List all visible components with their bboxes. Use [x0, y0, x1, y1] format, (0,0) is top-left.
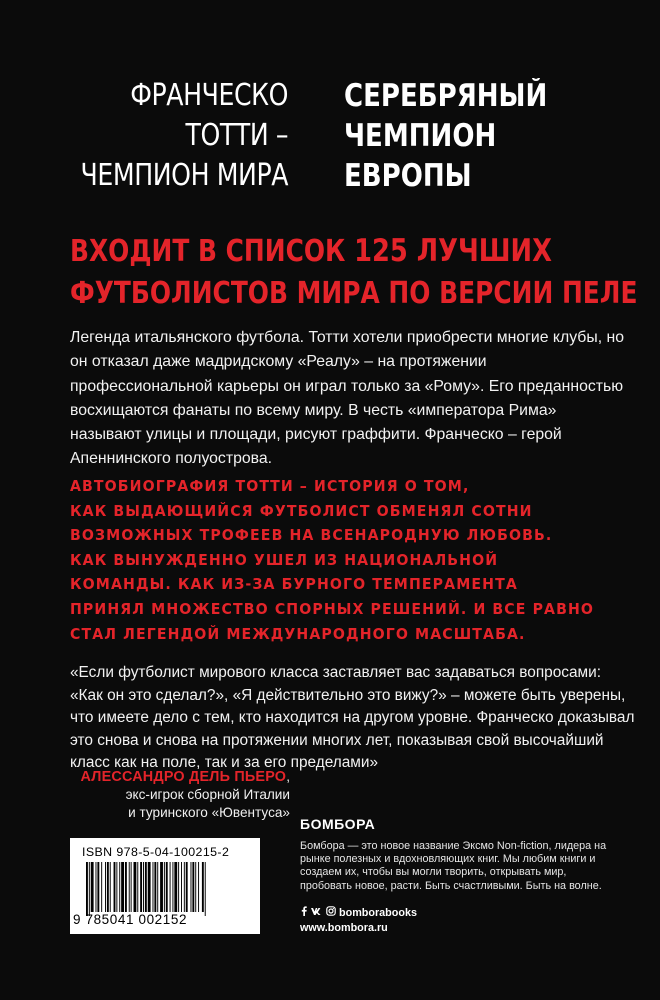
publisher-name: БОМБОРА — [300, 816, 376, 832]
subtitle-line: СЕРЕБРЯНЫЙ — [344, 78, 548, 114]
vk-icon[interactable] — [311, 906, 323, 919]
barcode-bar — [129, 862, 130, 912]
headline-line-1 — [70, 230, 637, 273]
barcode-bar — [105, 862, 106, 912]
barcode-bar — [143, 862, 144, 912]
barcode-bar — [192, 862, 194, 912]
publisher-description: Бомбора — это новое название Эксмо Non-fiction, лидера на рынке полезных и вдохновляющих книг. Мы любим книги и создаем их, чтобы вы могли творить, открывать мир, пробовать новое, расти. Быть счастливыми. Быть на волне. — [300, 840, 607, 892]
barcode-bar — [164, 862, 165, 912]
red-paragraph-line: КОМАНДЫ. КАК ИЗ-ЗА БУРНОГО ТЕМПЕРАМЕНТА — [70, 575, 518, 594]
barcode-bar — [205, 862, 206, 916]
barcode-bar — [107, 862, 109, 912]
barcode-bar — [166, 862, 168, 912]
barcode-bar — [114, 862, 116, 912]
facebook-icon[interactable] — [300, 906, 308, 919]
barcode-bar — [172, 862, 173, 912]
subtitle-block — [344, 76, 547, 196]
barcode-bar — [140, 862, 142, 912]
instagram-icon[interactable] — [326, 906, 336, 919]
barcode-bar — [148, 862, 151, 912]
subtitle-line: ЕВРОПЫ — [344, 158, 472, 194]
author-title-line: ФРАНЧЕСКО — [130, 78, 288, 113]
barcode-bars — [86, 862, 246, 916]
barcode-bar — [202, 862, 204, 912]
red-paragraph-line: СТАЛ ЛЕГЕНДОЙ МЕЖДУНАРОДНОГО МАСШТАБА. — [70, 624, 526, 643]
barcode-bar — [153, 862, 154, 912]
quote-paragraph: «Если футболист мирового класса заставляет вас задаваться вопросами: «Как он это сделал?», «Я действительно это вижу?» – можете быть уверены, что имеете дело с тем, кто находится на другом уровне. Франческо доказывал это снова и снова на протяжении многих лет, показывая свой высочайший класс как на поле, так и за его пределами» — [70, 664, 635, 772]
barcode-bar — [160, 862, 163, 912]
red-paragraph-line: КАК ВЫНУЖДЕННО УШЕЛ ИЗ НАЦИОНАЛЬНОЙ — [70, 550, 499, 569]
headline-prefix: ВХОДИТ В СПИСОК — [70, 234, 355, 269]
barcode-bar — [96, 862, 97, 912]
barcode-bar — [116, 862, 117, 912]
attribution-comma: , — [286, 769, 290, 784]
barcode-bar — [121, 862, 124, 912]
red-paragraph-line: ПРИНЯЛ МНОЖЕСТВО СПОРНЫХ РЕШЕНИЙ. И ВСЕ РАВНО — [70, 599, 595, 618]
quote-attribution — [70, 768, 290, 822]
barcode-bar — [145, 862, 147, 912]
barcode-bar — [89, 862, 90, 916]
headline-line-2: ФУТБОЛИСТОВ МИРА ПО ВЕРСИИ ПЕЛЕ — [70, 276, 638, 311]
barcode-bar — [191, 862, 192, 912]
barcode-bar — [91, 862, 94, 912]
red-paragraph — [70, 474, 594, 646]
barcode-bar — [174, 862, 177, 912]
barcode-bar — [86, 862, 88, 916]
barcode-bar — [131, 862, 132, 912]
social-handle[interactable]: bomborabooks — [339, 906, 417, 919]
barcode-bar — [119, 862, 120, 912]
attribution-role-2: и туринского «Ювентуса» — [128, 805, 290, 820]
barcode-bar — [198, 862, 199, 912]
social-links — [300, 906, 417, 919]
barcode-bar — [184, 862, 185, 912]
isbn-label: ISBN 978-5-04-100215-2 — [82, 845, 230, 859]
description-paragraph: Легенда итальянского футбола. Тотти хотели приобрести многие клубы, но он отказал даже мадридскому «Реалу» – на протяжении профессиональной карьеры он играл только за «Рому». Его преданностью восхищаются фанаты по всему миру. В честь «императора Рима» называют улицы и площади, рисуют граффити. Франческо – герой Апеннинского полуострова. — [70, 329, 625, 468]
barcode-number: 9 785041 002152 — [73, 912, 188, 927]
red-paragraph-line: АВТОБИОГРАФИЯ ТОТТИ – ИСТОРИЯ О ТОМ, — [70, 477, 470, 495]
barcode-bar — [178, 862, 179, 912]
barcode-bar — [97, 862, 99, 912]
author-title-line: ТОТТИ – — [185, 118, 288, 153]
headline-highlight: 125 ЛУЧШИХ — [354, 233, 552, 269]
barcode-bar — [170, 862, 171, 912]
barcode-bar — [125, 862, 127, 912]
subtitle-line: ЧЕМПИОН — [344, 118, 497, 154]
barcode-bar — [134, 862, 137, 912]
barcode-bar — [157, 862, 158, 912]
barcode-block — [70, 838, 260, 934]
barcode-bar — [181, 862, 182, 912]
barcode-bar — [186, 862, 188, 912]
barcode-bar — [101, 862, 102, 912]
red-paragraph-line: ВОЗМОЖНЫХ ТРОФЕЕВ НА ВСЕНАРОДНУЮ ЛЮБОВЬ. — [70, 526, 553, 545]
attribution-name-line — [70, 768, 290, 786]
barcode-bar — [195, 862, 196, 912]
attribution-role: экс-игрок сборной Италии — [125, 787, 290, 802]
barcode-bar — [110, 862, 111, 912]
barcode-bar — [137, 862, 138, 912]
red-paragraph-line: КАК ВЫДАЮЩИЙСЯ ФУТБОЛИСТ ОБМЕНЯЛ СОТНИ — [70, 501, 533, 520]
author-title-line: ЧЕМПИОН МИРА — [80, 158, 288, 193]
attribution-name: АЛЕССАНДРО ДЕЛЬ ПЬЕРО — [80, 769, 287, 785]
publisher-website[interactable]: www.bombora.ru — [300, 922, 388, 934]
author-title-block — [80, 76, 288, 196]
barcode-bar — [154, 862, 156, 912]
red-headline — [70, 230, 637, 315]
